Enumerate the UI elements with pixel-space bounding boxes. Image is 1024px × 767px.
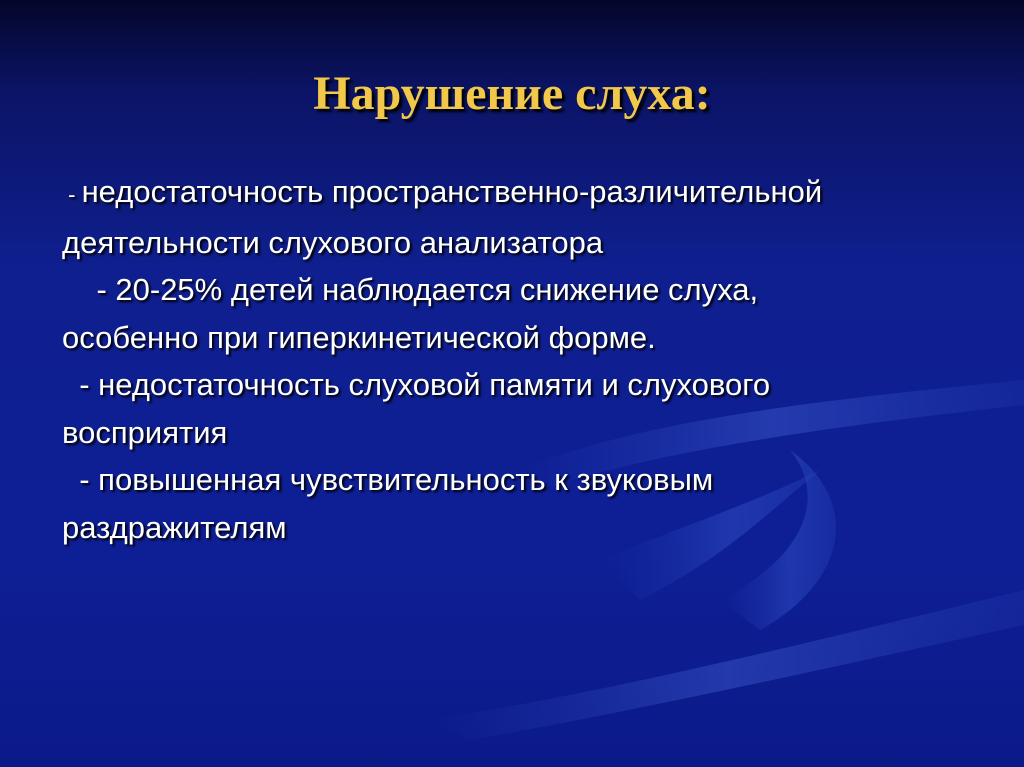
slide-title: Нарушение слуха: — [313, 67, 711, 120]
text-line-5: - недостаточность слуховой памяти и слухового — [62, 367, 771, 402]
bullet-dash: - — [62, 182, 82, 207]
slide-body — [62, 168, 982, 551]
text-line-4: особенно при гиперкинетической форме. — [62, 319, 656, 355]
text-line-7: - повышенная чувствительность к звуковым — [62, 462, 714, 497]
text-line-1: - недостаточность пространственно-различительной — [62, 174, 823, 209]
text-line-8: раздражителям — [62, 509, 287, 545]
swoosh-lower — [430, 590, 1024, 740]
text-line-3: - 20-25% детей наблюдается снижение слуха, — [62, 272, 759, 307]
text-line-2: деятельности слухового анализатора — [62, 224, 604, 260]
text-line-6: восприятия — [62, 414, 228, 450]
